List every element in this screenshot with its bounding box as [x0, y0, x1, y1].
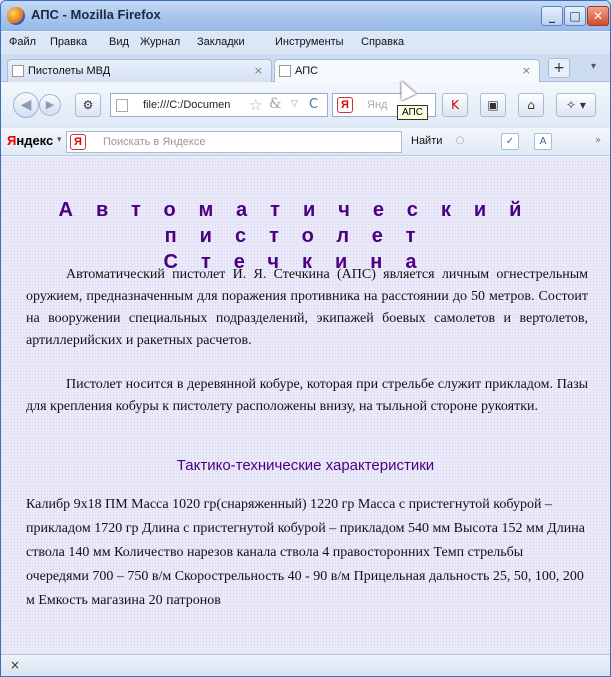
- chat-bubble-icon[interactable]: ○: [455, 135, 465, 146]
- page-favicon-icon: [12, 65, 24, 77]
- addon-bookmark-icon[interactable]: ▣: [480, 93, 506, 117]
- tab-close-icon[interactable]: ×: [521, 64, 531, 77]
- back-button[interactable]: ◀: [13, 92, 39, 118]
- minimize-button[interactable]: _: [541, 6, 563, 26]
- navigation-toolbar: [1, 83, 610, 128]
- page-favicon-icon: [279, 65, 291, 77]
- extension-menu-icon[interactable]: ✧ ▾: [556, 93, 596, 117]
- tooltip: АПС: [397, 105, 428, 120]
- addon-icon[interactable]: ⚙: [75, 93, 101, 117]
- new-tab-button[interactable]: +: [548, 58, 570, 78]
- tabs-list-icon[interactable]: ▾: [591, 61, 597, 72]
- tab-label: Пистолеты МВД: [28, 65, 111, 77]
- address-bar[interactable]: [110, 93, 328, 117]
- window-title: АПС - Mozilla Firefox: [31, 7, 161, 22]
- status-bar: [1, 654, 610, 676]
- menu-file[interactable]: Файл: [9, 36, 37, 48]
- close-window-button[interactable]: ✕: [587, 6, 609, 26]
- maximize-button[interactable]: □: [564, 6, 586, 26]
- page-content: [1, 157, 610, 654]
- addon-k-icon[interactable]: K: [442, 93, 468, 117]
- yandex-badge-icon: Я: [70, 134, 86, 150]
- spellcheck-icon[interactable]: ✓: [501, 133, 519, 150]
- tab-label: АПС: [295, 65, 319, 77]
- tab-pistols[interactable]: [7, 59, 272, 82]
- reload-icon[interactable]: C: [309, 97, 319, 112]
- yandex-logo-letter: Я: [7, 133, 17, 148]
- search-placeholder: Янд: [367, 99, 388, 111]
- intro-paragraph: Автоматический пистолет И. Я. Стечкина (АПС) является личным огнестрельным оружием, предназначенным для поражения противника на расстоянии до 50 метров. Состоит на вооружении специальных подразделений, экипажей боевых самолетов и вертолетов, артиллерийских и ракетных расчетов.: [26, 267, 588, 348]
- forward-button[interactable]: ▶: [39, 94, 61, 116]
- yandex-search-placeholder: Поискать в Яндексе: [103, 136, 206, 148]
- holster-paragraph: Пистолет носится в деревянной кобуре, которая при стрельбе служит прикладом. Пазы для крепления кобуры к пистолету расположены внизу, на тыльной стороне рукоятки.: [26, 377, 588, 414]
- close-addon-bar-icon[interactable]: ×: [10, 658, 21, 672]
- tab-bar: [1, 54, 610, 82]
- firefox-logo-icon: [7, 7, 25, 25]
- history-dropdown-icon[interactable]: ▽: [291, 99, 298, 109]
- toolbar-overflow-icon[interactable]: »: [594, 135, 602, 146]
- yandex-menu-dropdown-icon[interactable]: ▾: [57, 135, 62, 145]
- menu-edit[interactable]: Правка: [50, 36, 88, 48]
- specs-heading: Тактико-технические характеристики: [176, 457, 435, 474]
- yandex-find-button[interactable]: Найти: [411, 135, 443, 147]
- yandex-logo-rest: ндекс: [16, 133, 54, 148]
- translate-icon[interactable]: A: [534, 133, 552, 150]
- url-text: file:///C:/Documen: [143, 99, 231, 111]
- specs-text: Калибр 9х18 ПМ Масса 1020 гр(снаряженный) 1220 гр Масса с пристегнутой кобурой – прикладом 1720 гр Длина с пристегнутой кобурой – прикладом 540 мм Высота 152 мм Длина ствола 140 мм Количество нарезов канала ствола 4 правосторонних Темп стрельбы очередями 700 – 750 в/м Скорострельность 40 - 90 в/м Прицельная дальность 25, 50, 100, 200 м Емкость магазина 20 патронов: [26, 497, 585, 608]
- title-bar: [1, 1, 610, 31]
- address-addon-icon[interactable]: &: [269, 96, 282, 112]
- menu-help[interactable]: Справка: [361, 36, 405, 48]
- menu-bookmarks[interactable]: Закладки: [197, 36, 245, 48]
- page-heading-line1: Автоматический: [58, 199, 545, 221]
- menu-history[interactable]: Журнал: [140, 36, 181, 48]
- tab-close-icon[interactable]: ×: [253, 64, 263, 77]
- yandex-toolbar: [1, 128, 610, 156]
- yandex-logo[interactable]: [7, 133, 53, 148]
- menu-bar: [1, 32, 610, 54]
- yandex-engine-icon[interactable]: Я: [337, 97, 353, 113]
- home-icon[interactable]: ⌂: [518, 93, 544, 117]
- menu-tools[interactable]: Инструменты: [275, 36, 344, 48]
- page-icon: [116, 99, 128, 112]
- menu-view[interactable]: Вид: [109, 36, 129, 48]
- page-heading-line2: пистолет Стечкина: [163, 225, 440, 273]
- yandex-search-input[interactable]: [66, 131, 402, 153]
- bookmark-star-icon[interactable]: ☆: [249, 96, 263, 114]
